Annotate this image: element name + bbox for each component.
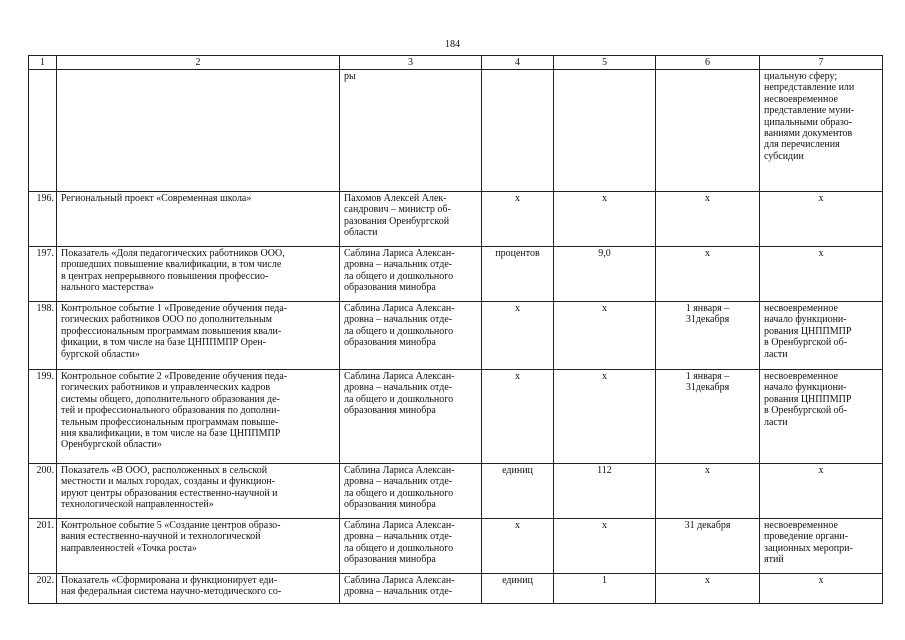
risk-cell: х	[760, 464, 883, 519]
deadline-cell: 31 декабря	[656, 519, 760, 574]
row-number	[29, 70, 57, 192]
row-number: 198.	[29, 302, 57, 370]
row-number: 196.	[29, 192, 57, 247]
risk-cell: несвоевременное начало функциони- рования ЦНППМПР в Оренбургской об- ласти	[760, 370, 883, 464]
risk-cell: х	[760, 192, 883, 247]
value-cell: х	[554, 192, 656, 247]
unit-cell: х	[482, 192, 554, 247]
column-header: 2	[57, 56, 340, 70]
deadline-cell	[656, 70, 760, 192]
value-cell: 112	[554, 464, 656, 519]
risk-cell: циальную сферу; непредставление или несвоевременное представление муни- ципальными образо- ваниями документов для перечисления субсидии	[760, 70, 883, 192]
value-cell: 1	[554, 574, 656, 604]
column-header: 3	[340, 56, 482, 70]
responsible-person: ры	[340, 70, 482, 192]
item-name	[57, 70, 340, 192]
deadline-cell: х	[656, 247, 760, 302]
value-cell: 9,0	[554, 247, 656, 302]
responsible-person: Саблина Лариса Алексан- дровна – начальник отде- ла общего и дошкольного образования минобра	[340, 370, 482, 464]
item-name: Показатель «В ООО, расположенных в сельской местности и малых городах, созданы и функцион- ируют центры образования естественно-научной и технологической направленностей»	[57, 464, 340, 519]
item-name: Показатель «Доля педагогических работников ООО, прошедших повышение квалификации, в том числе в центрах непрерывного повышения профессио- нального мастерства»	[57, 247, 340, 302]
column-header: 1	[29, 56, 57, 70]
row-number: 202.	[29, 574, 57, 604]
page-number: 184	[445, 39, 460, 50]
table-row	[29, 464, 883, 519]
deadline-cell: х	[656, 464, 760, 519]
column-header: 5	[554, 56, 656, 70]
row-number: 200.	[29, 464, 57, 519]
plan-table	[28, 55, 883, 604]
deadline-cell: х	[656, 192, 760, 247]
column-number-row	[29, 56, 883, 70]
unit-cell: х	[482, 370, 554, 464]
unit-cell: х	[482, 519, 554, 574]
deadline-cell: х	[656, 574, 760, 604]
unit-cell	[482, 70, 554, 192]
item-name: Контрольное событие 2 «Проведение обучения педа- гогических работников и управленческих кадров системы общего, дополнительного образования де- тей и профессионального образования по дополни- тельным профессиональным программам повыше- ния квалификации, в том числе на базе ЦНППМПР Оренбургской области»	[57, 370, 340, 464]
unit-cell: х	[482, 302, 554, 370]
unit-cell: единиц	[482, 574, 554, 604]
table-row	[29, 192, 883, 247]
table-row	[29, 574, 883, 604]
row-number: 197.	[29, 247, 57, 302]
value-cell	[554, 70, 656, 192]
unit-cell: процентов	[482, 247, 554, 302]
table-row	[29, 247, 883, 302]
responsible-person: Саблина Лариса Алексан- дровна – начальник отде- ла общего и дошкольного образования минобра	[340, 247, 482, 302]
risk-cell: х	[760, 574, 883, 604]
value-cell: х	[554, 302, 656, 370]
risk-cell: х	[760, 247, 883, 302]
responsible-person: Саблина Лариса Алексан- дровна – начальник отде- ла общего и дошкольного образования минобра	[340, 464, 482, 519]
item-name: Показатель «Сформирована и функционирует еди- ная федеральная система научно-методического со-	[57, 574, 340, 604]
column-header: 6	[656, 56, 760, 70]
column-header: 4	[482, 56, 554, 70]
responsible-person: Саблина Лариса Алексан- дровна – начальник отде-	[340, 574, 482, 604]
value-cell: х	[554, 519, 656, 574]
responsible-person: Пахомов Алексей Алек- сандрович – министр об- разования Оренбургской области	[340, 192, 482, 247]
unit-cell: единиц	[482, 464, 554, 519]
item-name: Региональный проект «Современная школа»	[57, 192, 340, 247]
deadline-cell: 1 января – 31декабря	[656, 302, 760, 370]
risk-cell: несвоевременное начало функциони- рования ЦНППМПР в Оренбургской об- ласти	[760, 302, 883, 370]
table-row	[29, 70, 883, 192]
item-name: Контрольное событие 5 «Создание центров образо- вания естественно-научной и технологической направленностей «Точка роста»	[57, 519, 340, 574]
deadline-cell: 1 января – 31декабря	[656, 370, 760, 464]
table-row	[29, 302, 883, 370]
responsible-person: Саблина Лариса Алексан- дровна – начальник отде- ла общего и дошкольного образования минобра	[340, 302, 482, 370]
responsible-person: Саблина Лариса Алексан- дровна – начальник отде- ла общего и дошкольного образования минобра	[340, 519, 482, 574]
value-cell: х	[554, 370, 656, 464]
row-number: 199.	[29, 370, 57, 464]
row-number: 201.	[29, 519, 57, 574]
column-header: 7	[760, 56, 883, 70]
table-row	[29, 370, 883, 464]
table-row	[29, 519, 883, 574]
item-name: Контрольное событие 1 «Проведение обучения педа- гогических работников ООО по дополнительным профессиональным программам повышения квали- фикации, в том числе на базе ЦНППМПР Орен- бургской области»	[57, 302, 340, 370]
risk-cell: несвоевременное проведение органи- зационных меропри- ятий	[760, 519, 883, 574]
